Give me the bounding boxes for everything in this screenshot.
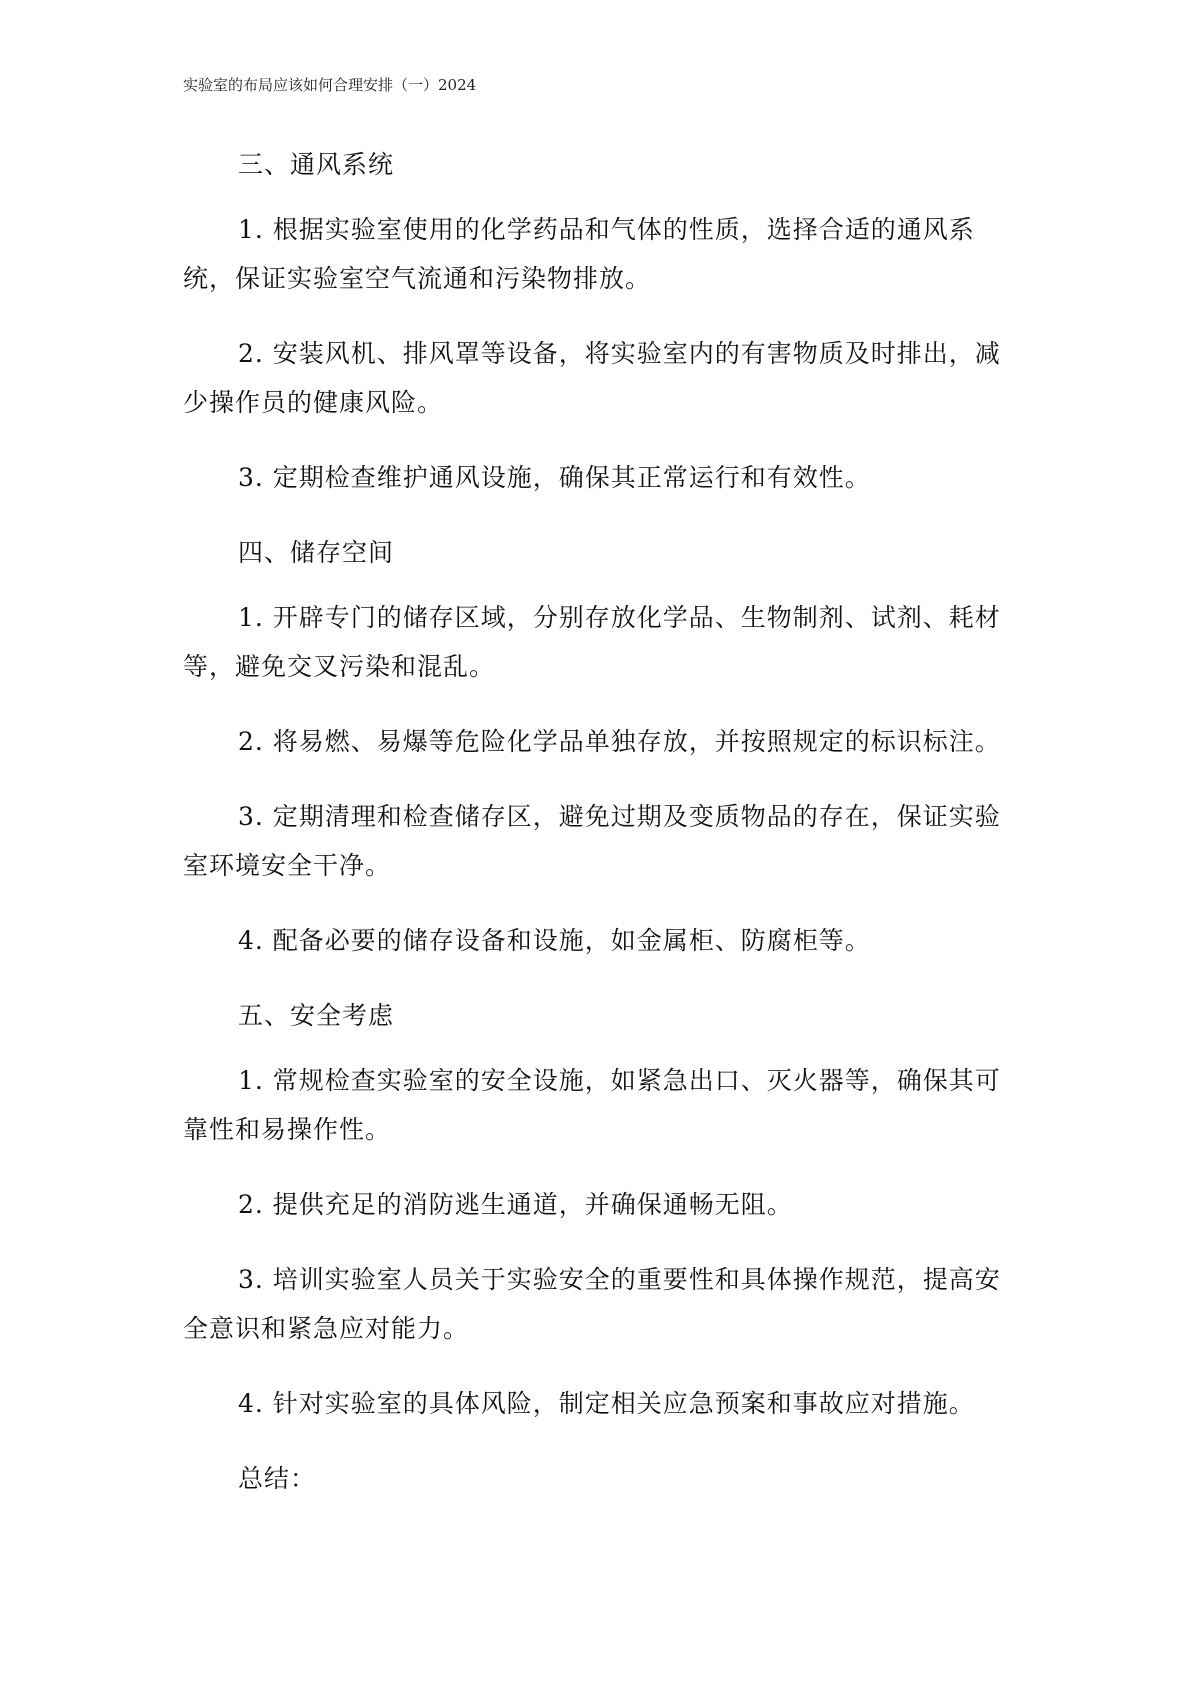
ventilation-item-2: 2. 安装风机、排风罩等设备，将实验室内的有害物质及时排出，减少操作员的健康风险。 [183,339,1001,417]
section-heading-safety: 五、安全考虑 [238,1001,395,1030]
ventilation-item-3: 3. 定期检查维护通风设施，确保其正常运行和有效性。 [238,463,871,492]
ventilation-item-1: 1. 根据实验室使用的化学药品和气体的性质，选择合适的通风系统，保证实验室空气流通和污染物排放。 [183,215,975,293]
safety-item-4: 4. 针对实验室的具体风险，制定相关应急预案和事故应对措施。 [238,1389,975,1418]
section-heading-ventilation: 三、通风系统 [238,150,395,179]
document-body [183,140,1023,1519]
storage-item-4: 4. 配备必要的储存设备和设施，如金属柜、防腐柜等。 [238,926,871,955]
summary-label: 总结： [238,1464,317,1493]
storage-item-2: 2. 将易燃、易爆等危险化学品单独存放，并按照规定的标识标注。 [238,727,1001,756]
safety-item-2: 2. 提供充足的消防逃生通道，并确保通畅无阻。 [238,1190,793,1219]
safety-item-3: 3. 培训实验室人员关于实验安全的重要性和具体操作规范，提高安全意识和紧急应对能力。 [183,1265,1001,1343]
safety-item-1: 1. 常规检查实验室的安全设施，如紧急出口、灭火器等，确保其可靠性和易操作性。 [183,1066,1001,1144]
storage-item-1: 1. 开辟专门的储存区域，分别存放化学品、生物制剂、试剂、耗材等，避免交叉污染和混乱。 [183,603,1001,681]
page-header-title: 实验室的布局应该如何合理安排（一）2024 [183,76,477,94]
section-heading-storage: 四、储存空间 [238,538,395,567]
storage-item-3: 3. 定期清理和检查储存区，避免过期及变质物品的存在，保证实验室环境安全干净。 [183,802,1001,880]
